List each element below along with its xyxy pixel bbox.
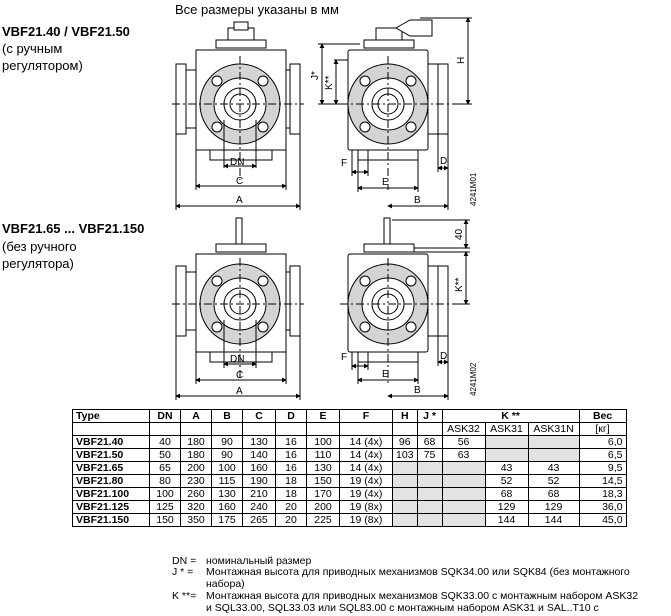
row-ask31: 52	[485, 475, 528, 488]
header-b: B	[212, 410, 243, 423]
d2-label-a: A	[236, 386, 243, 397]
row-type: VBF21.125	[73, 501, 150, 514]
row-type: VBF21.50	[73, 449, 150, 462]
table-row	[73, 475, 627, 488]
row-ask31n: 52	[528, 475, 579, 488]
d1-label-j: J*	[310, 71, 321, 80]
row-j: 68	[417, 436, 442, 449]
row-b: 175	[212, 514, 243, 527]
row-dn: 150	[150, 514, 181, 527]
d2-label-dn: DN	[230, 354, 245, 365]
row-a: 230	[181, 475, 212, 488]
row-f: 19 (8x)	[340, 501, 393, 514]
d1-label-e: E	[382, 177, 389, 188]
subheader-ask31n: ASK31N	[528, 423, 579, 436]
subheader-ask32: ASK32	[442, 423, 485, 436]
page-title: Все размеры указаны в мм	[175, 2, 339, 17]
d2-label-k: K**	[454, 277, 465, 292]
row-dn: 65	[150, 462, 181, 475]
row-type: VBF21.100	[73, 488, 150, 501]
row-ask31n	[528, 449, 579, 462]
row-c: 210	[243, 488, 276, 501]
d2-label-40: 40	[454, 228, 465, 240]
header-h: H	[393, 410, 418, 423]
row-ask31: 43	[485, 462, 528, 475]
row-type: VBF21.40	[73, 436, 150, 449]
header-e: E	[307, 410, 340, 423]
row-a: 350	[181, 514, 212, 527]
row-ask31: 144	[485, 514, 528, 527]
header-dn: DN	[150, 410, 181, 423]
row-d: 20	[276, 514, 307, 527]
row-b: 115	[212, 475, 243, 488]
row-d: 18	[276, 475, 307, 488]
table-row	[73, 488, 627, 501]
row-type: VBF21.150	[73, 514, 150, 527]
row-weight: 36,0	[579, 501, 626, 514]
row-f: 14 (4x)	[340, 449, 393, 462]
row-j	[417, 514, 442, 527]
row-b: 130	[212, 488, 243, 501]
row-e: 100	[307, 436, 340, 449]
row-j: 75	[417, 449, 442, 462]
row-dn: 80	[150, 475, 181, 488]
row-a: 200	[181, 462, 212, 475]
dimensions-table	[72, 409, 627, 527]
d1-label-f: F	[341, 158, 348, 169]
table-row	[73, 436, 627, 449]
row-h: 103	[393, 449, 418, 462]
row-ask31n	[528, 436, 579, 449]
row-e: 150	[307, 475, 340, 488]
row-weight: 9,5	[579, 462, 626, 475]
row-weight: 18,3	[579, 488, 626, 501]
row-f: 19 (4x)	[340, 475, 393, 488]
header-c: C	[243, 410, 276, 423]
row-c: 130	[243, 436, 276, 449]
row-ask31n: 43	[528, 462, 579, 475]
row-j	[417, 501, 442, 514]
row-j	[417, 488, 442, 501]
row-c: 140	[243, 449, 276, 462]
row-ask31n: 68	[528, 488, 579, 501]
row-e: 130	[307, 462, 340, 475]
row-dn: 100	[150, 488, 181, 501]
footnote-key: DN =	[172, 555, 197, 567]
section2-subtitle-1: (без ручного	[2, 239, 77, 254]
section1-subtitle-1: (с ручным	[2, 41, 63, 56]
table-row	[73, 449, 627, 462]
footnote-k	[172, 590, 638, 614]
row-ask31n: 129	[528, 501, 579, 514]
row-weight: 14,5	[579, 475, 626, 488]
subheader-weight-unit: [кг]	[579, 423, 626, 436]
row-j	[417, 475, 442, 488]
row-d: 16	[276, 436, 307, 449]
row-type: VBF21.65	[73, 462, 150, 475]
d1-label-c: C	[236, 176, 244, 187]
table-row	[73, 462, 627, 475]
d2-label-f: F	[341, 352, 348, 363]
row-h	[393, 514, 418, 527]
d2-label-b: B	[414, 385, 421, 396]
header-type: Type	[73, 410, 150, 423]
footnote-text: Монтажная высота для приводных механизмов SQK34.00 или SQK84 (без монтажного	[206, 566, 630, 578]
row-ask32: 56	[442, 436, 485, 449]
row-weight: 6,0	[579, 436, 626, 449]
d2-drawing-code: 4241M02	[469, 362, 478, 396]
row-b: 90	[212, 436, 243, 449]
row-e: 225	[307, 514, 340, 527]
row-ask32	[442, 475, 485, 488]
row-f: 19 (4x)	[340, 488, 393, 501]
row-a: 260	[181, 488, 212, 501]
row-ask31: 129	[485, 501, 528, 514]
d1-label-h: H	[456, 56, 467, 64]
d1-label-a: A	[236, 195, 243, 206]
row-b: 90	[212, 449, 243, 462]
row-dn: 125	[150, 501, 181, 514]
d2-label-c: C	[236, 370, 244, 381]
row-ask31	[485, 449, 528, 462]
d1-label-k: K**	[324, 75, 335, 90]
row-ask31: 68	[485, 488, 528, 501]
footnote-cont: набора)	[206, 578, 245, 590]
row-b: 160	[212, 501, 243, 514]
row-c: 240	[243, 501, 276, 514]
row-d: 20	[276, 501, 307, 514]
drawing1-side-view	[318, 18, 472, 210]
d1-drawing-code: 4241M01	[469, 172, 478, 206]
row-f: 14 (4x)	[340, 462, 393, 475]
table-row	[73, 514, 627, 527]
row-d: 18	[276, 488, 307, 501]
section1-title: VBF21.40 / VBF21.50	[2, 24, 130, 39]
row-h: 96	[393, 436, 418, 449]
row-e: 170	[307, 488, 340, 501]
row-a: 180	[181, 436, 212, 449]
row-dn: 50	[150, 449, 181, 462]
footnote-j	[172, 566, 630, 590]
row-d: 16	[276, 449, 307, 462]
section2-title: VBF21.65 ... VBF21.150	[2, 221, 145, 236]
row-c: 190	[243, 475, 276, 488]
row-e: 110	[307, 449, 340, 462]
header-d: D	[276, 410, 307, 423]
d2-label-d: D	[440, 351, 448, 362]
row-weight: 45,0	[579, 514, 626, 527]
row-h	[393, 488, 418, 501]
row-h	[393, 501, 418, 514]
row-j	[417, 462, 442, 475]
header-a: A	[181, 410, 212, 423]
header-j: J *	[417, 410, 442, 423]
d2-label-e: E	[382, 369, 389, 380]
d1-label-d: D	[440, 156, 448, 167]
drawing2-side-view	[340, 218, 470, 400]
row-ask32	[442, 514, 485, 527]
row-d: 16	[276, 462, 307, 475]
d1-label-b: B	[414, 195, 421, 206]
row-ask32: 63	[442, 449, 485, 462]
row-h	[393, 462, 418, 475]
row-weight: 6,5	[579, 449, 626, 462]
row-ask31	[485, 436, 528, 449]
row-type: VBF21.80	[73, 475, 150, 488]
header-weight: Вес	[579, 410, 626, 423]
row-f: 14 (4x)	[340, 436, 393, 449]
footnote-key: K **=	[172, 590, 197, 602]
row-f: 19 (8x)	[340, 514, 393, 527]
table-subheader-row	[73, 423, 627, 436]
row-ask31n: 144	[528, 514, 579, 527]
section1-subtitle-2: регулятором)	[2, 58, 83, 73]
footnote-text: Монтажная высота для приводных механизмов SQK33.00 с монтажным набором ASK32	[206, 590, 639, 602]
table-header-row	[73, 410, 627, 423]
footnote-key: J * =	[172, 566, 194, 578]
table-row	[73, 501, 627, 514]
row-e: 200	[307, 501, 340, 514]
row-c: 265	[243, 514, 276, 527]
row-ask32	[442, 501, 485, 514]
footnote-cont: и SQL33.00, SQL33.03 или SQL83.00 с монтажным набором ASK31 и SAL..T10 с	[206, 602, 599, 614]
row-a: 320	[181, 501, 212, 514]
row-dn: 40	[150, 436, 181, 449]
row-b: 100	[212, 462, 243, 475]
d1-label-dn: DN	[230, 157, 245, 168]
row-ask32	[442, 462, 485, 475]
section2-subtitle-2: регулятора)	[2, 256, 74, 271]
row-ask32	[442, 488, 485, 501]
subheader-ask31: ASK31	[485, 423, 528, 436]
row-a: 180	[181, 449, 212, 462]
header-k: K **	[442, 410, 579, 423]
header-f: F	[340, 410, 393, 423]
row-c: 160	[243, 462, 276, 475]
row-h	[393, 475, 418, 488]
footnote-text: номинальный размер	[206, 555, 312, 567]
